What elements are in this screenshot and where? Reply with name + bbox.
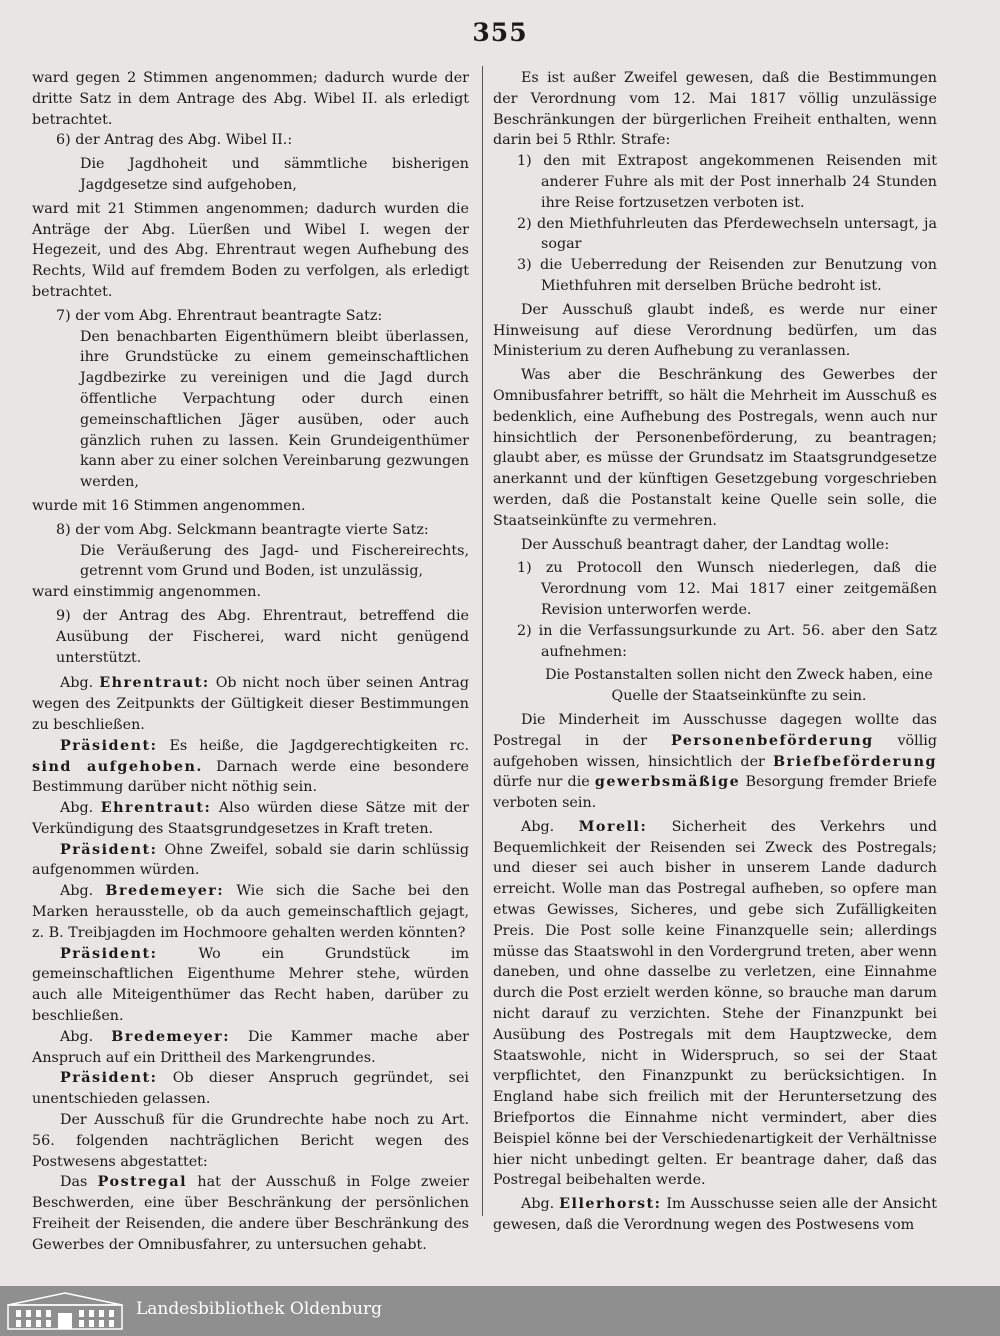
speech-paragraph (32, 881, 469, 943)
text: hat der Ausschuß in Folge zweier Beschwerden, eine über Beschränkung der persönlichen Freiheit der Reisenden, die andere über Beschränkung des Gewerbes der Omnibusfahrer, zu untersuchen gehabt. (32, 1174, 470, 1253)
speaker-title: Abg. (521, 1196, 555, 1213)
speech-text: Die Kammer mache aber Anspruch auf ein Drittheil des Markengrundes. (32, 1028, 469, 1066)
quote: Die Jagdhoheit und sämmtliche bisherigen Jagdgesetze sind aufgehoben, (80, 156, 469, 193)
quote: Die Postanstalten sollen nicht den Zweck haben, eine Quelle der Staatseinkünfte zu sein. (545, 667, 933, 705)
list-item: 8) der vom Abg. Selckmann beantragte vierte Satz: (56, 521, 429, 538)
speech-text: Wie sich die Sache bei den Marken herausstelle, ob da auch gemeinschaftlich gejagt, z. B. Treibjagden im Hochmoore gehalten werden könnten? (32, 883, 470, 941)
speech-paragraph (32, 944, 469, 1027)
speaker-name: Ellerhorst: (559, 1196, 662, 1213)
speech-text: Also würden diese Sätze mit der Verkündigung des Staatsgrundgesetzes in Kraft treten. (32, 800, 470, 837)
speaker-name: Präsident: (60, 737, 158, 754)
library-footer-bar (0, 1286, 1000, 1336)
speech-paragraph (32, 1027, 469, 1069)
speech-text: Ohne Zweifel, sobald sie darin schlüssig aufgenommen würden. (32, 841, 469, 879)
text: Besorgung fremder Briefe verboten sein. (493, 774, 938, 812)
list-item: 6) der Antrag des Abg. Wibel II.: (56, 132, 293, 149)
speech-paragraph (32, 736, 469, 798)
speech-text: Ob dieser Anspruch gegründet, sei unentschieden gelassen. (32, 1070, 470, 1108)
speaker-title: Abg. (60, 675, 94, 692)
column-divider (482, 66, 483, 1216)
speaker-name: Präsident: (60, 1070, 158, 1087)
text: Die Minderheit im Ausschusse dagegen wollte das Postregal in der (493, 711, 937, 749)
speaker-name: Ehrentraut: (100, 800, 212, 817)
speech-paragraph (493, 1194, 937, 1236)
paragraph: wurde mit 16 Stimmen angenommen. (32, 497, 306, 514)
emphasis: gewerbsmäßige (594, 774, 741, 791)
paragraph: ward gegen 2 Stimmen angenommen; dadurch wurde der dritte Satz in dem Antrage des Abg. Wibel II. als erledigt betrachtet. (32, 70, 469, 128)
speech-text: Wo ein Grundstück im gemeinschaftlichen Eigenthume Mehrer stehe, würden auch alle Miteigenthümer das Recht haben, darüber zu beschließen. (32, 945, 469, 1025)
text: Das (60, 1174, 88, 1191)
emphasis: Postregal (97, 1174, 188, 1191)
paragraph: Was aber die Beschränkung des Gewerbes der Omnibusfahrer betrifft, so hält die Mehrheit im Ausschuß es bedenklich, eine Aufhebung des Postregals, wenn auch nur hinsichtlich der Personenbeförderung, zu beantragen; glaubt aber, es müsse der Grundsatz im Staatsgrundgesetze anerkannt und der künftigen Gesetzgebung vorgeschrieben werden, daß die Postanstalt keine Quelle sein solle, die Staatseinkünfte zu vermehren. (493, 367, 937, 529)
speech-text: Es heiße, die Jagdgerechtigkeiten rc. (169, 737, 469, 754)
right-column (493, 68, 937, 1236)
speaker-title: Abg. (521, 818, 555, 835)
speaker-title: Abg. (60, 800, 94, 817)
list-item: 9) der Antrag des Abg. Ehrentraut, betreffend die Ausübung der Fischerei, ward nicht genügend unterstützt. (56, 607, 469, 666)
text: völlig aufgehoben wissen, hinsichtlich der (493, 732, 937, 770)
library-name: Landesbibliothek Oldenburg (136, 1299, 383, 1319)
speech-paragraph (32, 1068, 469, 1110)
paragraph: Es ist außer Zweifel gewesen, daß die Bestimmungen der Verordnung vom 12. Mai 1817 völlig unzulässige Beschränkungen der bürgerlichen Freiheit enthalten, wenn darin bei 5 Rthlr. Strafe: (493, 70, 937, 149)
paragraph: ward mit 21 Stimmen angenommen; dadurch wurden die Anträge der Abg. Lüerßen und Wibel I. wegen der Hegezeit, und des Abg. Ehrentraut wegen Aufhebung des Rechts, Wild auf fremdem Boden zu verfolgen, als erledigt betrachtet. (32, 200, 469, 300)
speech-paragraph (32, 840, 469, 882)
list-item: 1) zu Protocoll den Wunsch niederlegen, daß die Verordnung vom 12. Mai 1817 einer zeitgemäßen Revision unterworfen werde. (517, 560, 937, 618)
library-building-icon (6, 1291, 124, 1331)
list-item: 2) den Miethfuhrleuten das Pferdewechseln untersagt, ja sogar (517, 215, 937, 253)
speaker-title: Abg. (60, 1028, 94, 1045)
speaker-name: Ehrentraut: (99, 675, 210, 692)
emphasis: sind aufgehoben. (32, 758, 203, 775)
paragraph: Der Ausschuß glaubt indeß, es werde nur einer Hinweisung auf diese Verordnung bedürfen, um das Ministerium zu deren Aufhebung zu veranlassen. (493, 301, 937, 360)
speaker-name: Morell: (578, 818, 648, 835)
speech-text: Darnach werde eine besondere Bestimmung darüber nicht nöthig sein. (32, 758, 470, 796)
speaker-name: Präsident: (60, 945, 158, 962)
paragraph (32, 1172, 469, 1255)
list-item: 3) die Ueberredung der Reisenden zur Benutzung von Miethfuhren mit derselben Brüche bedroht ist. (517, 257, 937, 294)
paragraph: Der Ausschuß für die Grundrechte habe noch zu Art. 56. folgenden nachträglichen Bericht wegen des Postwesens abgestattet: (32, 1112, 469, 1170)
text: dürfe nur die (493, 774, 590, 791)
paragraph: ward einstimmig angenommen. (32, 584, 262, 601)
list-item: 7) der vom Abg. Ehrentraut beantragte Satz: (56, 307, 383, 324)
speech-paragraph (493, 817, 937, 1191)
paragraph (493, 710, 937, 814)
speech-paragraph (32, 673, 469, 735)
speech-paragraph (32, 798, 469, 840)
speaker-name: Bredemeyer: (111, 1028, 230, 1045)
quote: Die Veräußerung des Jagd- und Fischereirechts, getrennt vom Grund und Boden, ist unzulässig, (80, 542, 469, 580)
quote: Den benachbarten Eigenthümern bleibt überlassen, ihre Grundstücke zu einem gemeinschaftlichen Jagdbezirke zu vereinigen und die Jagd durch öffentliche Verpachtung oder durch einen gemeinschaftlichen Jäger ausüben, oder auch gänzlich ruhen zu lassen. Kein Grundeigenthümer kann aber zu einer solchen Vereinbarung gezwungen werden, (80, 328, 469, 491)
page-number: 355 (472, 18, 528, 47)
speaker-name: Bredemeyer: (105, 883, 225, 900)
paragraph: Der Ausschuß beantragt daher, der Landtag wolle: (521, 536, 890, 553)
speaker-name: Präsident: (60, 841, 158, 858)
list-item: 2) in die Verfassungsurkunde zu Art. 56. aber den Satz aufnehmen: (517, 622, 937, 660)
list-item: 1) den mit Extrapost angekommenen Reisenden mit anderer Fuhre als mit der Post innerhalb 24 Stunden ihre Reise fortzusetzen verboten ist. (517, 153, 937, 211)
speaker-title: Abg. (60, 883, 94, 900)
speech-text: Sicherheit des Verkehrs und Bequemlichkeit der Reisenden sei Zweck des Postregals; und dieser sei auch bisher in unserem Lande dadurch erreicht. Wolle man das Postregal aufheben, so opfere man etwas Gewisses, Sicheres, und gebe sich Zufälligkeiten Preis. Die Post solle keine Finanzquelle sein; allerdings müsse das Staatswohl in den Vordergrund treten, aber wenn daneben, und ohne dasselbe zu verletzen, eine Einnahme durch die Post erzielt werden könne, so brauche man darum nicht darauf zu verzichten. Stehe der Finanzpunkt bei Ausübung des Postregals mit dem Hauptzwecke, dem Staatswohle, nicht in Widerspruch, so sei der Staat verpflichtet, den Finanzpunkt zu berücksichtigen. In England habe sich freilich mit der Heruntersetzung des Briefportos die Einnahme nicht vermindert, aber dies Beispiel könne bei der Verschiedenartigkeit der Verhältnisse hier nicht unbedingt gelten. Er beantrage daher, daß das Postregal beibehalten werde. (493, 818, 938, 1189)
speech-text: Im Ausschusse seien alle der Ansicht gewesen, daß die Verordnung wegen des Postwesens vom (493, 1196, 937, 1234)
emphasis: Personenbeförderung (670, 732, 874, 749)
emphasis: Briefbeförderung (772, 753, 937, 770)
speech-text: Ob nicht noch über seinen Antrag wegen des Zeitpunkts der Gültigkeit dieser Bestimmungen zu beschließen. (32, 675, 469, 733)
left-column (32, 68, 469, 1256)
